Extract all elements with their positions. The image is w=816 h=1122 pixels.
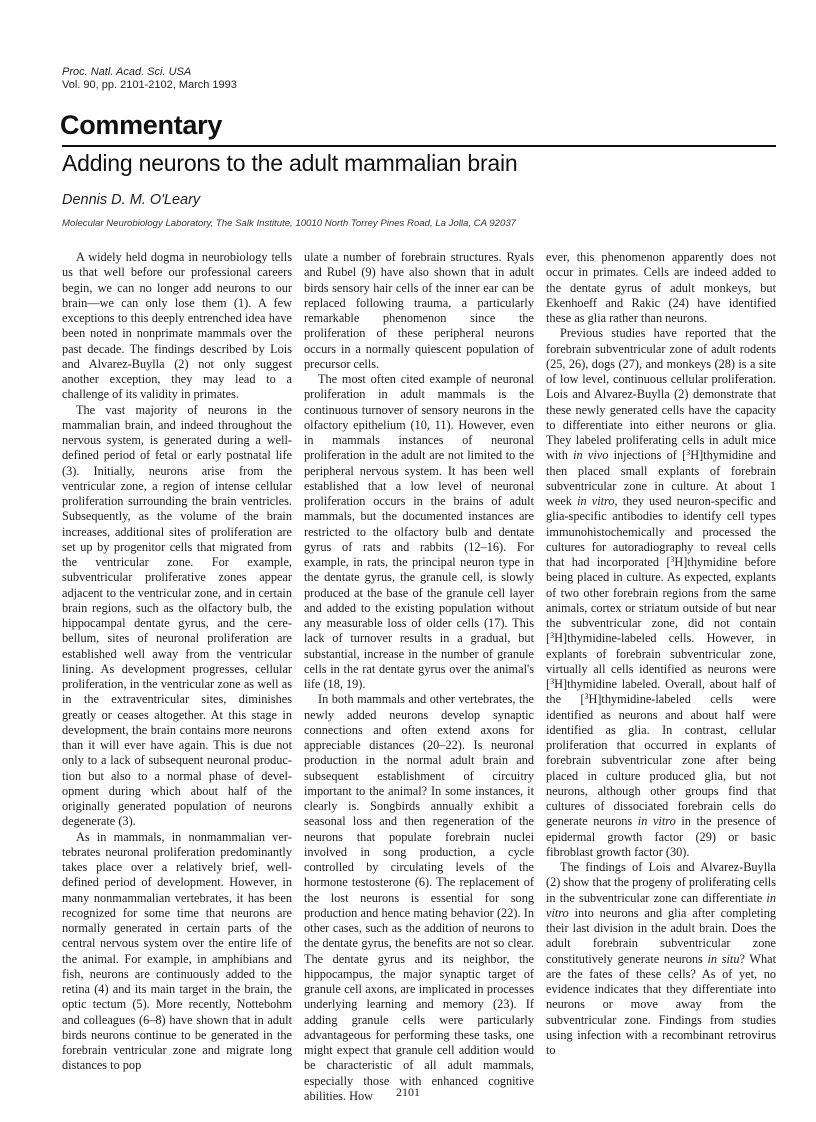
text-run: , they used neuron-specific and glia-specific antibodies to identify cell types immunohistochemically and processed the cultures for autoradiography to reveal cells that had incorporated [ (546, 494, 776, 569)
superscript: 3 (584, 692, 589, 702)
paragraph (546, 326, 776, 860)
paragraph: ever, this phenomenon apparently does not occur in primates. Cells are indeed added to the dentate gyrus of adult monkeys, but Ekenhoeff and Rakic (24) have identified these as glia rather than neurons. (546, 250, 776, 325)
text-run: injections of [ (608, 448, 687, 463)
text-run: H]thymidine labeled. Overall, about half of the [ (546, 677, 776, 707)
paragraph: A widely held dogma in neurobiology tells us that well before our professional careers begin, we can no longer add neurons to our brain—we can only lose them (1). A few exceptions to this deeply entrenched idea have been noted in nonprimate mammals over the past decade. The findings described by Lois and Alvarez-Buylla (2) not only suggest another exception, they may lead to a challenge of its validity in primates. (62, 250, 292, 402)
italic-term: in situ (707, 951, 740, 966)
text-run: The findings of Lois and Alvarez-Buylla (2) show that the progeny of proliferating cells in the subventricular zone can differentiate (546, 860, 776, 905)
text-run: H]thymidine before being placed in culture. As expected, explants of two other forebrain regions from the same animals, cortex or striatum outside of but near the subventricular zone, did not contain [ (546, 555, 776, 646)
section-label: Commentary (60, 110, 223, 140)
italic-term: in vitro (637, 814, 676, 829)
superscript: 3 (550, 631, 555, 641)
superscript: 3 (670, 555, 675, 564)
page-number: 2101 (396, 1085, 420, 1099)
journal-volume-line: Vol. 90, pp. 2101-2102, March 1993 (62, 79, 237, 91)
superscript: 3 (550, 677, 555, 686)
italic-term: in vitro (577, 494, 615, 508)
author-name: Dennis D. M. O'Leary (62, 192, 201, 208)
text-run: H]thymidine-labeled cells. However, in explants of forebrain subventricular zone, virtually all cells identified as neurons were [ (546, 631, 776, 691)
column-1 (62, 250, 292, 1080)
superscript: 3 (686, 448, 691, 458)
paragraph: The vast majority of neurons in the mammalian brain, and indeed throughout the nervous system, is generated during a well-defined period of fetal or early postnatal life (3). Initially, neurons arise from the ventricular zone, a region of intense cellular proliferation surrounding the brain ventricles. Subsequently, as the volume of the brain increases, additional sites of proliferation are set up by progenitor cells that migrated from the ventricular zone. For example, subventricular proliferative zones appear adjacent to the ventricular zone, and in certain brain regions, such as the olfactory bulb, the hippocampal dentate gyrus, and the cerebellum, sites of neuronal proliferation are established well away from the ventricular lining. As development progresses, cellular proliferation, in the ventricular zone as well as in the extraventricular sites, diminishes greatly or ceases altogether. At this stage in development, the brain contains more neurons than it will ever have again. This is due not only to a lack of subsequent neuronal production but also to a normal phase of development during which about half of the originally generated population of neurons degenerate (3). (62, 402, 292, 829)
article-title: Adding neurons to the adult mammalian brain (62, 150, 518, 176)
text-run: ? What are the fates of these cells? As of yet, no evidence indicates that they differentiate into neurons or move away from the subventricular zone. Findings from studies using infection with a recombinant retrovirus to (546, 951, 776, 1057)
text-run: Previous studies have reported that the forebrain subventricular zone of adult rodents (25, 26), dogs (27), and monkeys (28) is a site of low level, continuous cellular proliferation. Lois and Alvarez-Buylla (2) demonstrate that these newly generated cells have the capacity to differentiate into either neurons or glia. They labeled proliferating cells in adult mice with (546, 326, 776, 463)
column-3 (546, 250, 776, 1080)
journal-header (62, 66, 237, 92)
paragraph: As in mammals, in nonmammalian vertebrates neuronal proliferation predominantly takes place over a relatively brief, well-defined period of development. However, in many nonmammalian vertebrates, it has been recognized for some time that neurons are normally generated in certain parts of the central nervous system over the entire life of the animal. For example, in amphibians and fish, neurons are continuously added to the retina (4) and its main target in the brain, the optic tectum (5). More recently, Nottebohm and colleagues (6–8) have shown that in adult birds neurons continue to be generated in the forebrain ventricular zone and migrate long distances to pop (62, 829, 292, 1073)
paragraph: The most often cited example of neuronal proliferation in adult mammals is the continuous turnover of sensory neurons in the olfactory epithelium (10, 11). However, even in mammals instances of neuronal proliferation in the adult are not limited to the peripheral nervous system. It has been well established that a low level of neuronal proliferation occurs in the brains of adult mammals, but the documented instances are restricted to the olfactory bulb and dentate gyrus of rats and rabbits (12–16). For example, in rats, the principal neuron type in the dentate gyrus, the granule cell, is slowly produced at the base of the granule cell layer and added to the existing population without any measurable loss of older cells (17). This lack of turnover results in a gradual, but substantial, increase in the number of granule cells in the rat dentate gyrus over the animal's life (18, 19). (304, 372, 534, 691)
journal-name: Proc. Natl. Acad. Sci. USA (62, 66, 192, 78)
paragraph: ulate a number of forebrain structures. Ryals and Rubel (9) have also shown that in adult birds sensory hair cells of the inner ear can be replaced following trauma, a particularly remarkable phenomenon since the proliferation of these peripheral neurons occurs in a normally quiescent population of precursor cells. (304, 250, 534, 371)
paragraph: In both mammals and other vertebrates, the newly added neurons develop synaptic connections and often extend axons for appreciable distances (20–22). Is neuronal production in the normal adult brain and subsequent establishment of circuitry important to the animal? In some instances, it clearly is. Songbirds annually exhibit a seasonal loss and then regeneration of the neurons that populate forebrain nuclei involved in song production, a cycle controlled by circulating levels of the hormone testosterone (6). The replacement of the lost neurons is essential for song production and hence mating behavior (22). In other cases, such as the addition of neurons to the dentate gyrus, the benefits are not so clear. The dentate gyrus and its neighbor, the hippocampus, the major synaptic target of granule cell axons, are implicated in processes underlying learning and memory (23). If adding granule cells were particularly advantageous for performing these tasks, one might expect that granule cell addition would be characteristic of all adult mammals, especially those with enhanced cognitive abilities. How (304, 692, 534, 1103)
paragraph (546, 860, 776, 1058)
author-affiliation: Molecular Neurobiology Laboratory, The Salk Institute, 10010 North Torrey Pines Road, La Jolla, CA 92037 (62, 218, 517, 229)
section-divider (62, 145, 776, 147)
text-run: in the presence of epidermal growth factor (29) or basic fibroblast growth factor (30). (546, 814, 776, 859)
text-run: into neurons and glia after completing their last division in the adult brain. Does the adult forebrain subventricular zone constitutively generate neurons (546, 905, 776, 966)
text-run: H]thymidine-labeled cells were identified as neurons and about half were identified as glia. In contrast, cellular proliferation that occurred in explants of forebrain subventricular zone after being placed in culture produced glia, but not neurons, although other groups find that cultures of dissociated forebrain cells do generate neurons (546, 692, 776, 829)
text-run: H]thymidine and then placed small explants of forebrain subventricular zone in culture. At about 1 week (546, 448, 777, 508)
italic-term: in vitro (546, 890, 776, 920)
italic-term: in vivo (573, 448, 609, 463)
